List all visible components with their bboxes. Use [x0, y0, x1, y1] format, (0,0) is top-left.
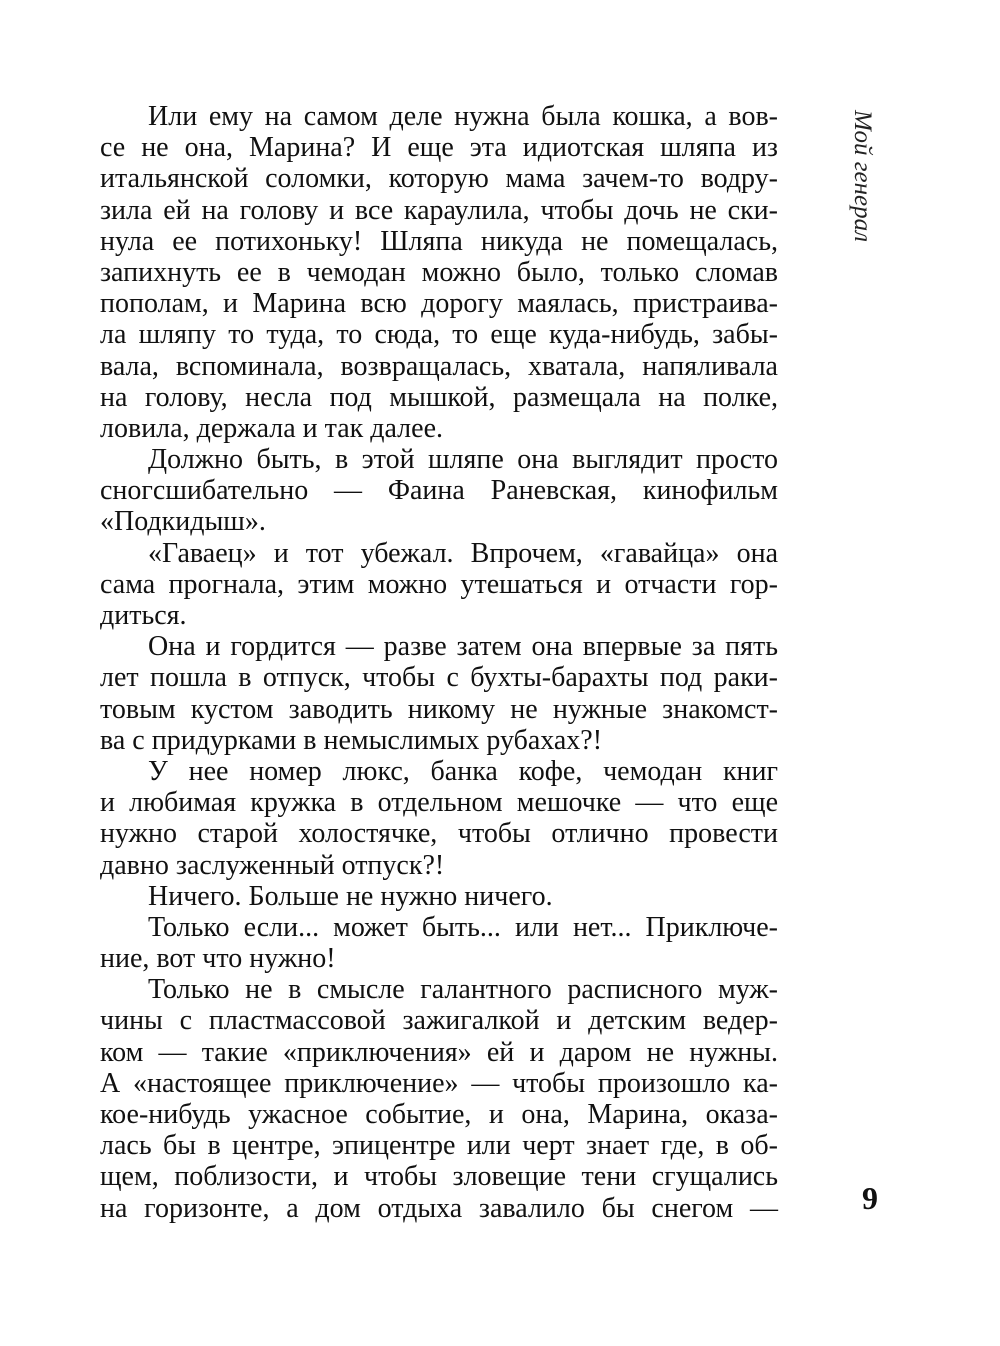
text-line: Только не в смысле галантного расписного муж- [148, 974, 778, 1006]
text-line: Должно быть, в этой шляпе она выглядит просто [148, 444, 778, 476]
text-line: зила ей на голову и все караулила, чтобы дочь не ски- [100, 194, 778, 226]
text-line: Ничего. Больше не нужно ничего. [148, 880, 553, 912]
text-line: нужно старой холостячке, чтобы отлично провести [100, 818, 778, 850]
text-line: кое-нибудь ужасное событие, и она, Марина, оказа- [100, 1099, 778, 1130]
text-line: на горизонте, а дом отдыха завалило бы снегом — [100, 1192, 778, 1224]
text-line: давно заслуженный отпуск?! [100, 849, 445, 881]
text-line: Она и гордится — разве затем она впервые за пять [148, 631, 778, 663]
text-line: У нее номер люкс, банка кофе, чемодан книг [148, 755, 778, 787]
text-line: Или ему на самом деле нужна была кошка, а вов- [148, 101, 778, 132]
text-line: сногсшибательно — Фаина Раневская, кинофильм [100, 475, 778, 507]
text-line: Только если... может быть... или нет... Приключе- [148, 911, 778, 943]
text-line: «Гаваец» и тот убежал. Впрочем, «гавайца» она [148, 537, 778, 569]
text-line: запихнуть ее в чемодан можно было, только сломав [100, 256, 778, 288]
text-line: нула ее потихоньку! Шляпа никуда не помещалась, [100, 225, 778, 257]
text-line: ва с придурками в немыслимых рубахах?! [100, 724, 603, 756]
page-number: 9 [862, 1180, 878, 1216]
text-line: сама прогнала, этим можно утешаться и отчасти гор- [100, 568, 778, 600]
text-line: чины с пластмассовой зажигалкой и детским ведер- [100, 1005, 778, 1037]
text-line: лась бы в центре, эпицентре или черт знает где, в об- [100, 1130, 778, 1162]
text-line: вала, вспоминала, возвращалась, хватала, напяливала [100, 350, 778, 382]
text-line: товым кустом заводить никому не нужные знакомст- [100, 693, 778, 725]
text-line: диться. [100, 600, 187, 631]
text-line: ком — такие «приключения» ей и даром не нужны. [100, 1036, 778, 1068]
text-line: итальянской соломки, которую мама зачем-то водру- [100, 163, 778, 195]
text-line: А «настоящее приключение» — чтобы произошло ка- [100, 1067, 778, 1099]
text-line: ловила, держала и так далее. [100, 412, 444, 444]
text-line: ла шляпу то туда, то сюда, то еще куда-нибудь, забы- [100, 319, 778, 351]
text-line: пополам, и Марина всю дорогу маялась, пристраива- [100, 288, 778, 320]
text-line: щем, поблизости, и чтобы зловещие тени сгущались [100, 1161, 778, 1193]
text-line: «Подкидыш». [100, 506, 266, 538]
running-head [838, 110, 878, 240]
text-line: на голову, несла под мышкой, размещала на полке, [100, 381, 778, 413]
text-line: се не она, Марина? И еще эта идиотская шляпа из [100, 132, 778, 164]
text-line: и любимая кружка в отдельном мешочке — что еще [100, 787, 778, 819]
text-line: лет пошла в отпуск, чтобы с бухты-барахты под раки- [100, 662, 778, 694]
text-line: ние, вот что нужно! [100, 943, 336, 975]
running-head-title: Мой генерал [849, 110, 876, 242]
body-text [100, 101, 778, 1224]
